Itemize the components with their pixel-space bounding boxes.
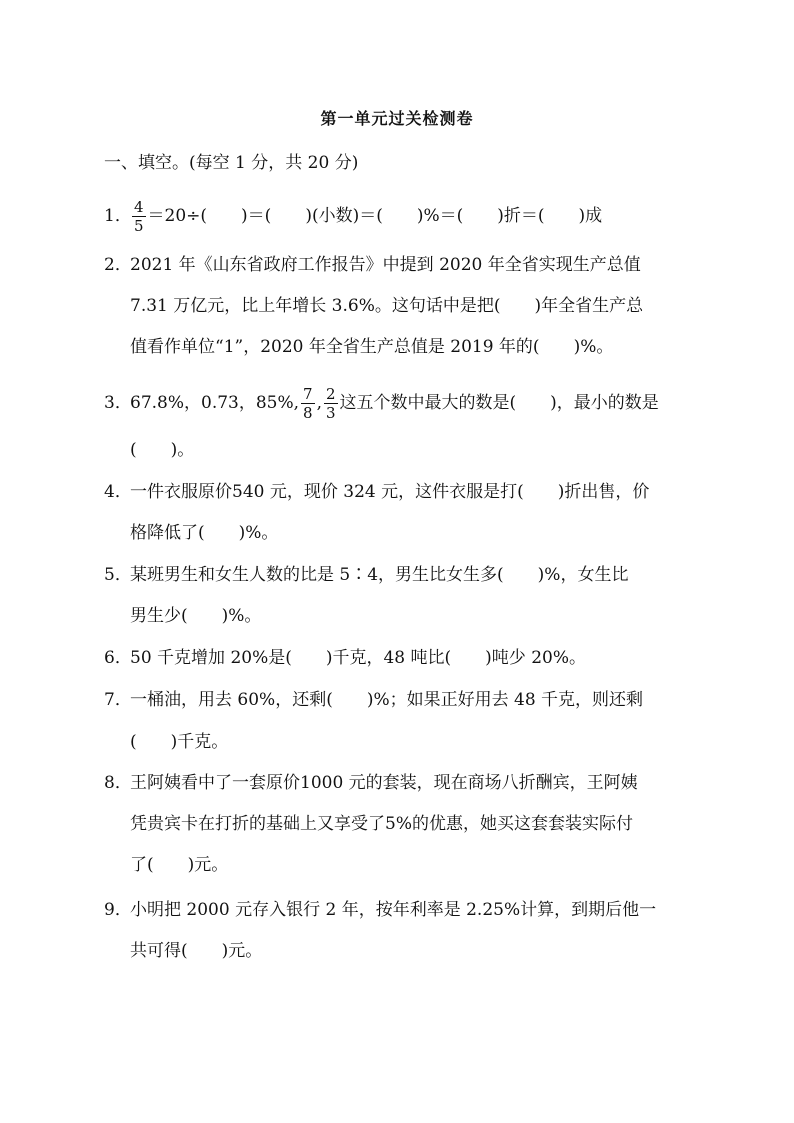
question-number: 1．: [104, 206, 132, 226]
question-2-line-2: 7.31 万亿元，比上年增长 3.6%。这句话中是把( )年全省生产总: [130, 296, 644, 316]
question-text: 小明把 2000 元存入银行 2 年，按年利率是 2.25%计算，到期后他一: [130, 900, 657, 920]
question-3-line-1: [104, 385, 659, 422]
question-3-line-2: ( )。: [130, 440, 195, 460]
question-7-line-1: [104, 688, 643, 712]
fraction-denominator: 3: [326, 404, 336, 422]
question-number: 6．: [104, 648, 132, 668]
fraction-denominator: 5: [134, 217, 144, 235]
question-text: 50 千克增加 20%是( )千克，48 吨比( )吨少 20%。: [130, 648, 586, 668]
separator: ,: [316, 393, 322, 413]
question-number: 7．: [104, 690, 132, 710]
question-5-line-1: [104, 563, 628, 587]
question-8-line-2: 凭贵宾卡在打折的基础上又享受了5%的优惠，她买这套套装实际付: [130, 814, 633, 834]
question-text: 2021 年《山东省政府工作报告》中提到 2020 年全省实现生产总值: [130, 255, 641, 275]
question-text: 67.8%，0.73，85%,: [130, 393, 300, 413]
question-number: 5．: [104, 565, 132, 585]
question-number: 2．: [104, 255, 132, 275]
question-text: 这五个数中最大的数是( )，最小的数是: [339, 393, 659, 413]
fraction-numerator: 7: [303, 385, 313, 403]
question-number: 8．: [104, 773, 132, 793]
fraction-denominator: 8: [303, 404, 313, 422]
question-5-line-2: 男生少( )%。: [130, 606, 262, 626]
question-number: 3．: [104, 393, 132, 413]
question-text: 某班男生和女生人数的比是 5∶4，男生比女生多( )%，女生比: [130, 565, 629, 585]
question-2-line-1: [104, 253, 641, 277]
question-text: 一桶油，用去 60%，还剩( )%；如果正好用去 48 千克，则还剩: [130, 690, 644, 710]
question-number: 9．: [104, 900, 132, 920]
fraction-numerator: 2: [326, 385, 336, 403]
question-8-line-3: 了( )元。: [130, 855, 229, 875]
question-4-line-1: [104, 480, 649, 504]
question-1: [104, 198, 602, 235]
fraction: [301, 385, 315, 422]
question-text: 一件衣服原价540 元，现价 324 元，这件衣服是打( )折出售，价: [130, 482, 650, 502]
question-2-line-3: 值看作单位“1”，2020 年全省生产总值是 2019 年的( )%。: [130, 337, 614, 357]
question-6-line-1: [104, 646, 586, 670]
fraction: [132, 198, 146, 235]
question-8-line-1: [104, 771, 638, 795]
question-9-line-2: 共可得( )元。: [130, 941, 263, 961]
question-number: 4．: [104, 482, 132, 502]
fraction: [324, 385, 338, 422]
page-title: 第一单元过关检测卷: [320, 109, 474, 128]
question-7-line-2: ( )千克。: [130, 732, 229, 752]
fraction-numerator: 4: [134, 198, 144, 216]
question-text: 王阿姨看中了一套原价1000 元的套装，现在商场八折酬宾，王阿姨: [130, 773, 638, 793]
question-4-line-2: 格降低了( )%。: [130, 523, 279, 543]
question-9-line-1: [104, 898, 656, 922]
question-text: ＝20÷( )＝( )(小数)＝( )%＝( )折＝( )成: [147, 206, 603, 226]
section-heading: 一、填空。(每空 1 分，共 20 分): [104, 153, 359, 173]
